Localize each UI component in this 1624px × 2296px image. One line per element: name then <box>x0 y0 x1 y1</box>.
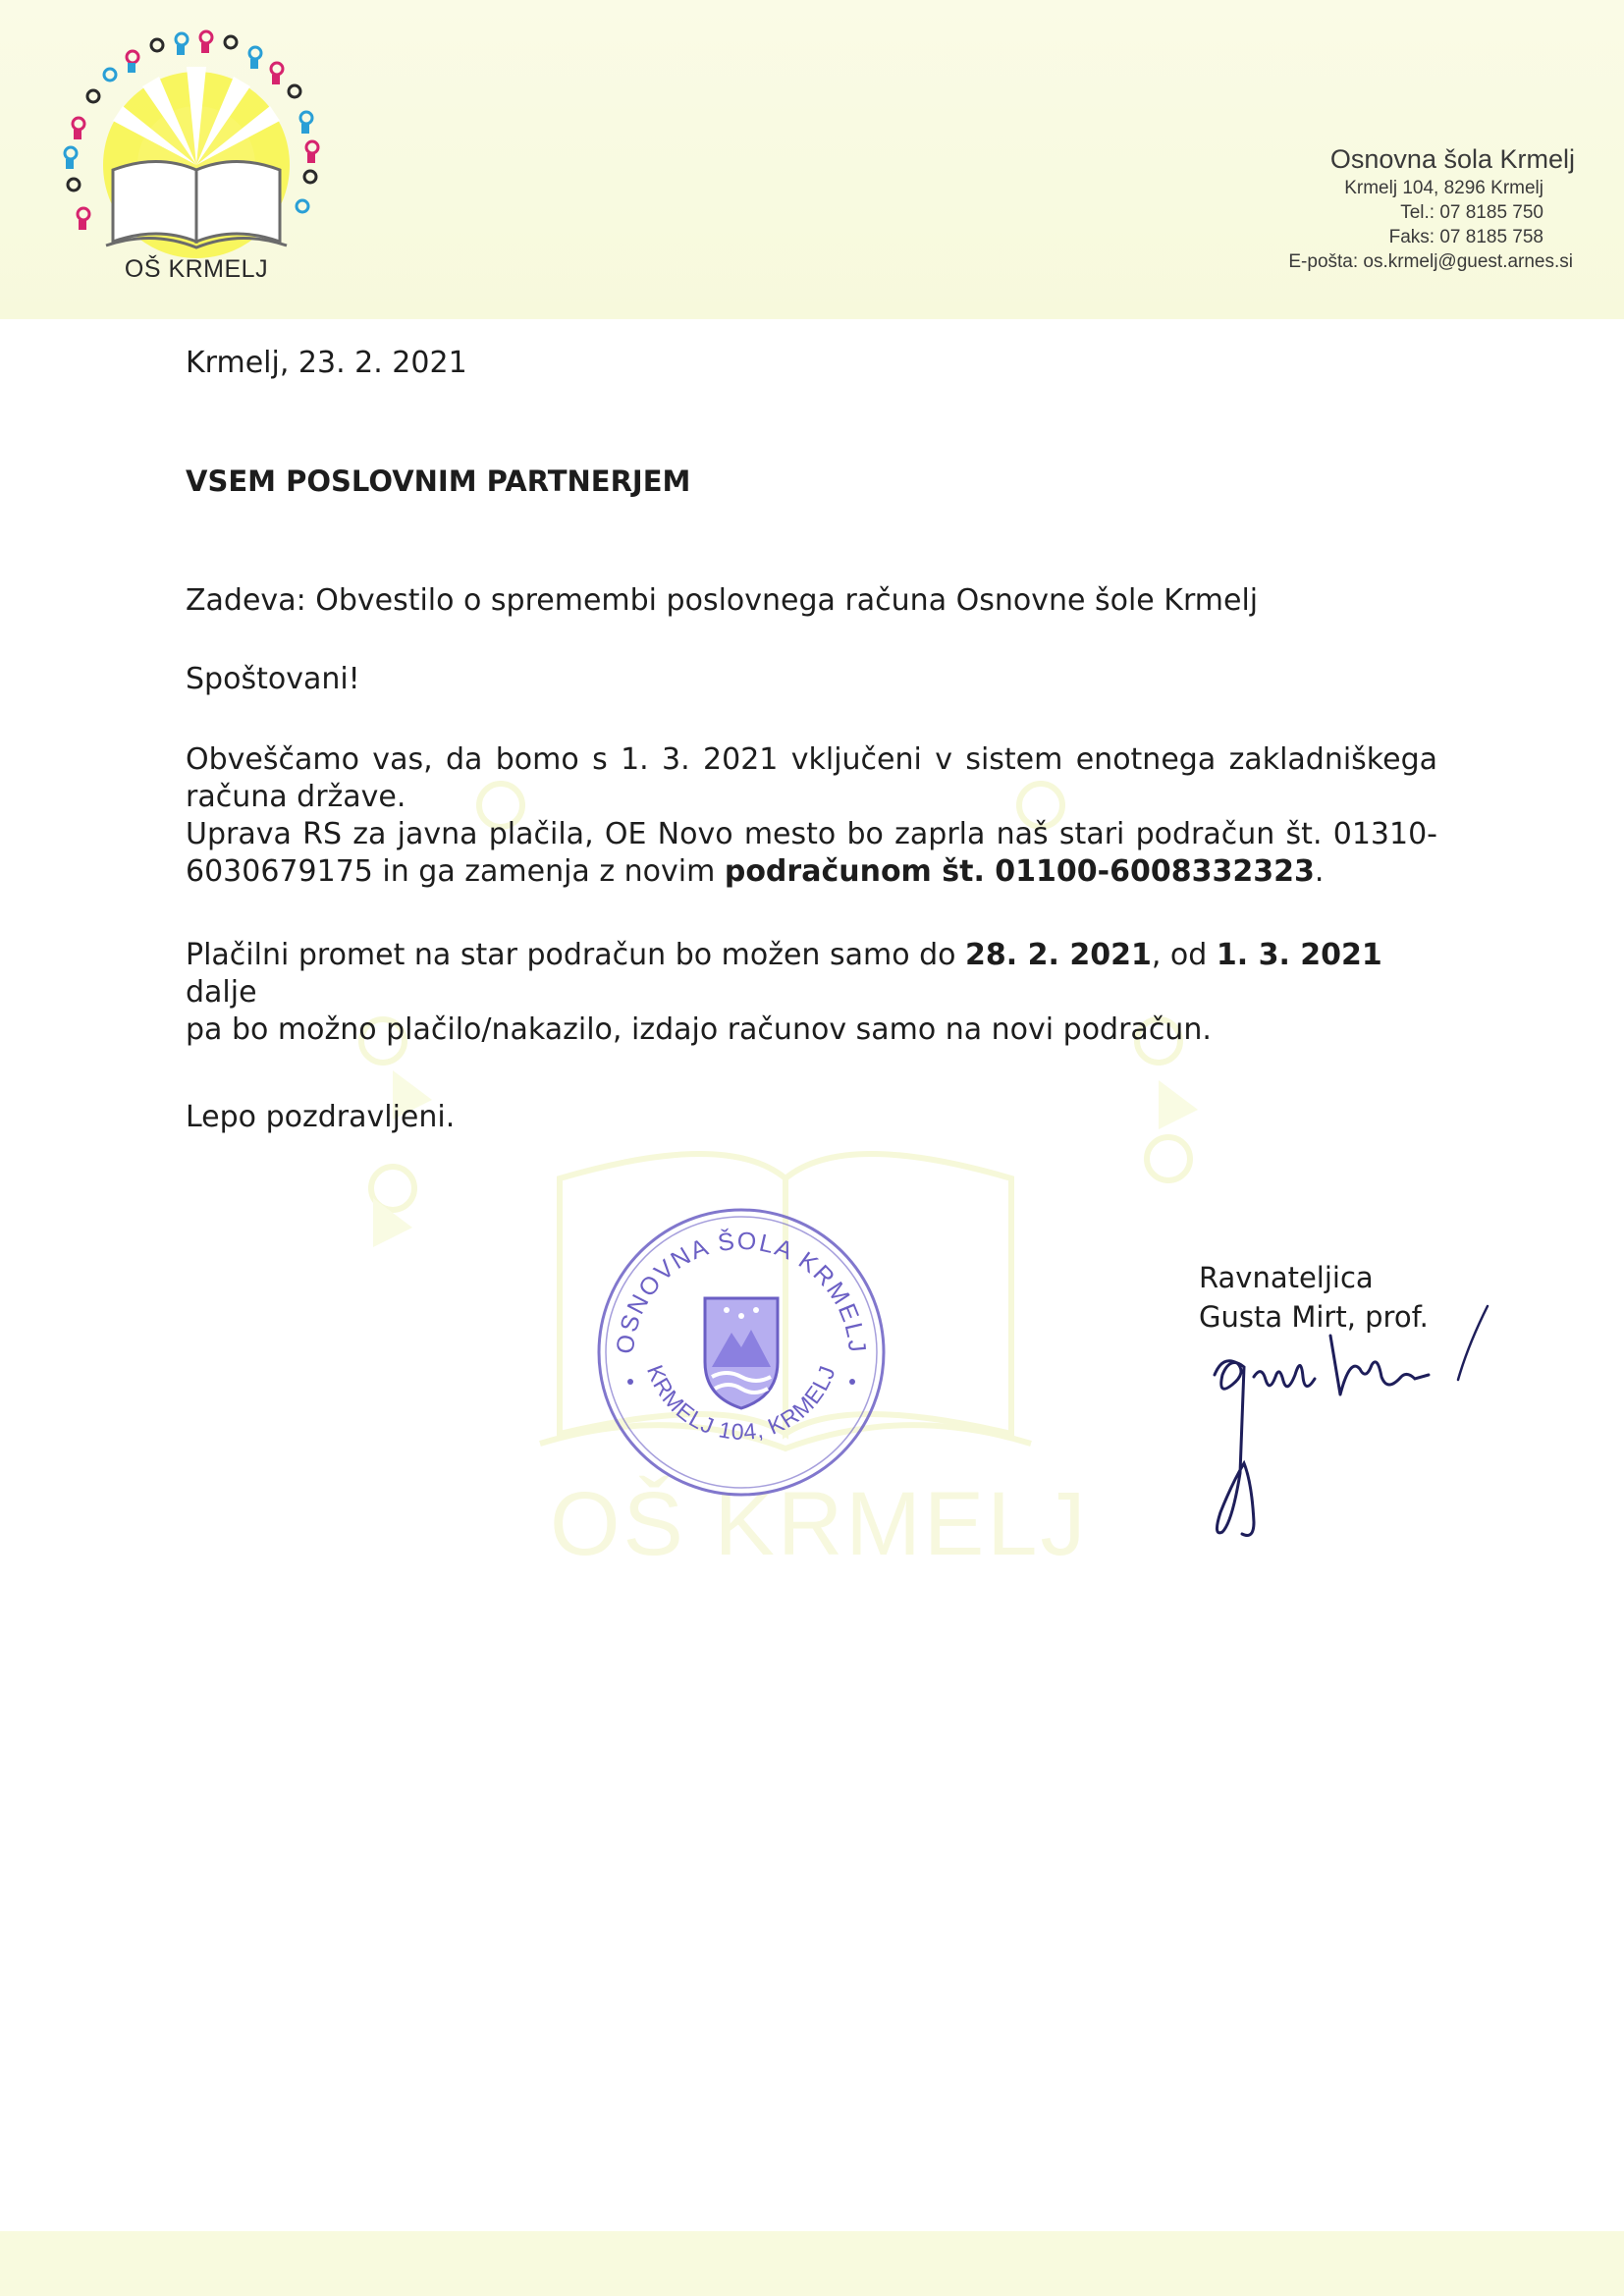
old-account-end-date: 28. 2. 2021 <box>965 938 1152 972</box>
paragraph-notice <box>186 741 1437 891</box>
school-phone: Tel.: 07 8185 750 <box>1400 202 1543 223</box>
school-contact <box>1288 142 1573 274</box>
letter-salutation: Spoštovani! <box>186 662 360 696</box>
letter-subject: Zadeva: Obvestilo o spremembi poslovnega računa Osnovne šole Krmelj <box>186 583 1259 618</box>
stamp-top-text: OSNOVNA ŠOLA KRMELJ <box>611 1227 872 1356</box>
new-account-number: podračunom št. 01100-6008332323 <box>724 854 1315 889</box>
watermark-text: OŠ KRMELJ <box>550 1474 1089 1574</box>
school-name: Osnovna šola Krmelj <box>1329 144 1575 174</box>
school-logo <box>49 27 344 293</box>
paragraph-dates-line2: pa bo možno plačilo/nakazilo, izdajo računov samo na novi podračun. <box>186 1012 1212 1047</box>
handwritten-signature <box>1193 1286 1507 1542</box>
paragraph-dates <box>186 937 1437 1049</box>
paragraph-notice-line1: Obveščamo vas, da bomo s 1. 3. 2021 vključeni v sistem enotnega zakladniškega <box>186 742 1437 777</box>
signatory-title: Ravnateljica <box>1199 1261 1374 1294</box>
stamp-bottom-text: KRMELJ 104, KRMELJ <box>641 1361 840 1445</box>
paragraph-notice-line2: računa države. <box>186 780 406 814</box>
letter-recipient: VSEM POSLOVNIM PARTNERJEM <box>186 465 691 498</box>
paragraph-account-line1: Uprava RS za javna plačila, OE Novo mesto bo zaprla naš stari podračun št. 01310- <box>186 817 1437 851</box>
coat-of-arms-icon <box>705 1298 778 1408</box>
letter-greeting: Lepo pozdravljeni. <box>186 1100 456 1134</box>
logo-sun-book-icon <box>49 27 344 263</box>
letter-date: Krmelj, 23. 2. 2021 <box>186 346 467 380</box>
paragraph-dates-line1: Plačilni promet na star podračun bo možen samo do 28. 2. 2021, od 1. 3. 2021 dalje <box>186 938 1382 1010</box>
school-address: Krmelj 104, 8296 Krmelj <box>1344 178 1543 198</box>
official-stamp <box>589 1200 893 1504</box>
school-fax: Faks: 07 8185 758 <box>1388 227 1543 247</box>
school-email: E-pošta: os.krmelj@guest.arnes.si <box>1288 251 1573 272</box>
paragraph-account-line2: 6030679175 in ga zamenja z novim podračunom št. 01100-6008332323. <box>186 854 1325 889</box>
footer-band <box>0 2231 1624 2296</box>
logo-label: OŠ KRMELJ <box>124 255 269 283</box>
new-account-start-date: 1. 3. 2021 <box>1216 938 1382 972</box>
signatory-name: Gusta Mirt, prof. <box>1199 1300 1429 1334</box>
